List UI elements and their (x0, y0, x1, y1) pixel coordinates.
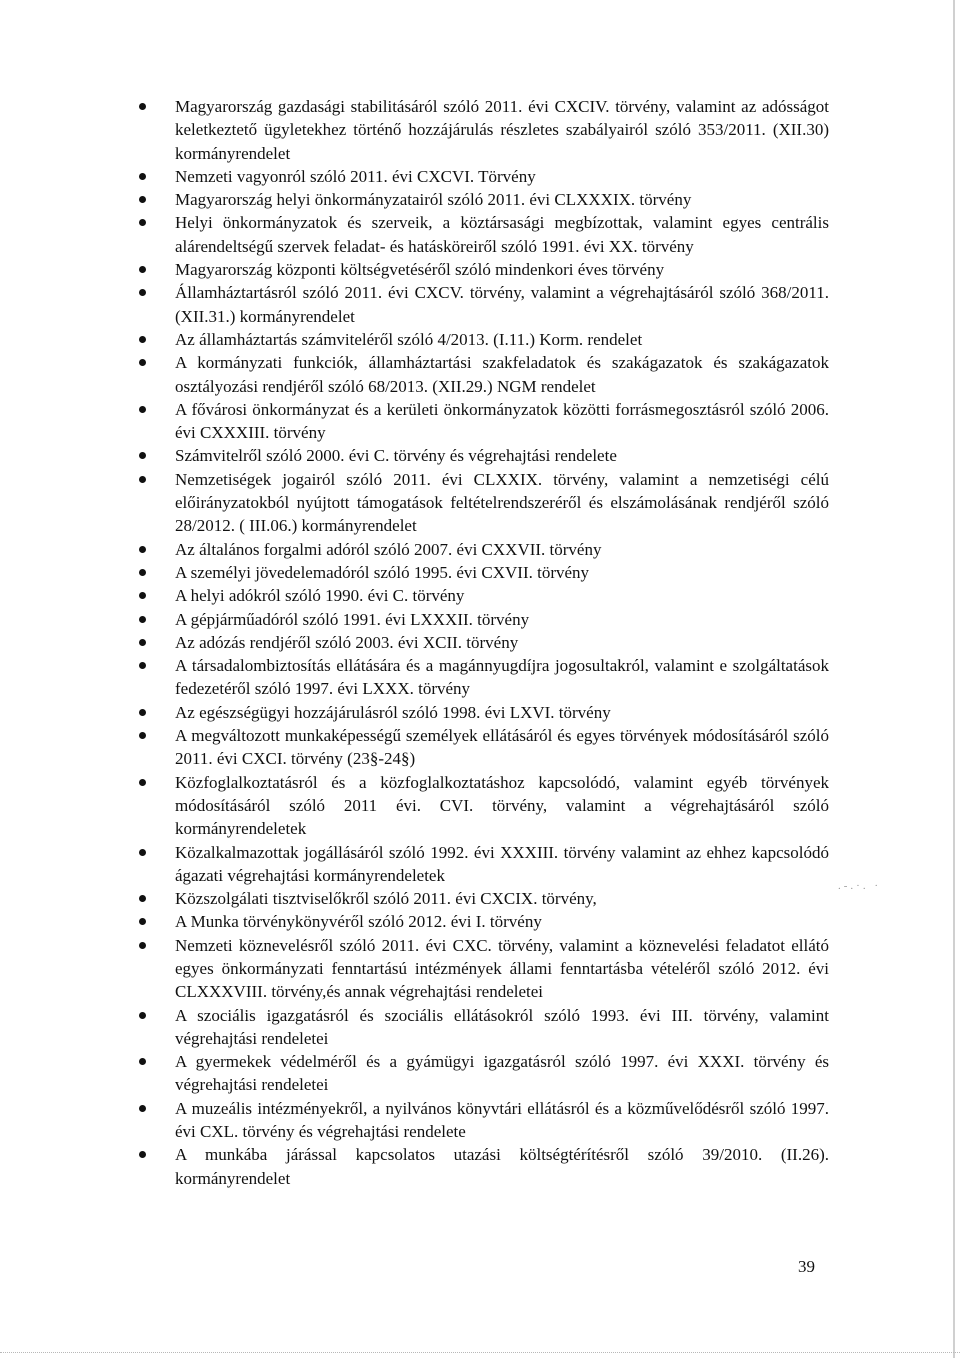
list-item-text: Helyi önkormányzatok és szerveik, a köztársasági megbízottak, valamint egyes centrális alárendeltségű szervek feladat- és hatásköreiről szóló 1991. évi XX. törvény (175, 213, 829, 256)
legislation-list (139, 95, 829, 1190)
list-item (139, 1143, 829, 1190)
page-bottom-edge (0, 1352, 960, 1354)
list-item-text: Magyarország központi költségvetéséről szóló mindenkori éves törvény (175, 260, 665, 280)
list-item (139, 1097, 829, 1144)
list-item-text: A személyi jövedelemadóról szóló 1995. évi CXVII. törvény (175, 562, 590, 582)
list-item (139, 701, 829, 724)
bullet-icon (139, 452, 146, 459)
list-item-text: Számvitelről szóló 2000. évi C. törvény és végrehajtási rendelete (175, 446, 617, 466)
list-item-text: A munkába járással kapcsolatos utazási költségtérítésről szóló 39/2010. (II.26). kormányrendelet (175, 1145, 829, 1188)
bullet-icon (139, 918, 146, 925)
bullet-icon (139, 289, 146, 296)
list-item (139, 1050, 829, 1097)
bullet-icon (139, 1105, 146, 1112)
bullet-icon (139, 942, 146, 949)
bullet-icon (139, 569, 146, 576)
list-item (139, 258, 829, 281)
list-item-text: A fővárosi önkormányzat és a kerületi önkormányzatok közötti forrásmegosztásról szóló 2006. évi CXXXIII. törvény (175, 399, 829, 443)
list-item (139, 444, 829, 467)
list-item-text: Az adózás rendjéről szóló 2003. évi XCII. törvény (175, 632, 519, 652)
list-item-text: Közszolgálati tisztviselőkről szóló 2011. évi CXCIX. törvény, (175, 889, 597, 909)
bullet-icon (139, 662, 146, 669)
list-item (139, 165, 829, 188)
list-item-text: Az államháztartás számviteléről szóló 4/2013. (I.11.) Korm. rendelet (175, 329, 643, 349)
list-item-text: Államháztartásról szóló 2011. évi CXCV. törvény, valamint a végrehajtásáról szóló 368/2011. (XII.31.) kormányrendelet (175, 283, 829, 326)
bullet-icon (139, 336, 146, 343)
list-item (139, 608, 829, 631)
list-item-text: Magyarország gazdasági stabilitásáról szóló 2011. évi CXCIV. törvény, valamint az adósságot keletkeztető ügyletekhez történő hozzájárulás részletes szabályairól szóló 353/2011. (XII.30) kormányrendelet (175, 97, 829, 163)
list-item-text: Nemzetiségek jogairól szóló 2011. évi CLXXIX. törvény, valamint a nemzetiségi célú előirányzatokból nyújtott támogatások feltételrendszeréről és elszámolásának rendjéről szóló 28/2012. ( III.06.) kormányrendelet (175, 469, 829, 536)
list-item (139, 724, 829, 771)
list-item-text: A kormányzati funkciók, államháztartási szakfeladatok és szakágazatok és szakágazatok osztályozási rendjéről szóló 68/2013. (XII.29.) NGM rendelet (175, 353, 829, 396)
list-item (139, 398, 829, 445)
bullet-icon (139, 849, 146, 856)
bullet-icon (139, 476, 146, 483)
list-item (139, 887, 829, 910)
list-item (139, 910, 829, 933)
bullet-icon (139, 359, 146, 366)
list-item-text: Az általános forgalmi adóról szóló 2007. évi CXXVII. törvény (175, 539, 602, 559)
list-item (139, 934, 829, 1004)
list-item (139, 771, 829, 841)
list-item-text: Közalkalmazottak jogállásáról szóló 1992. évi XXXIII. törvény valamint az ehhez kapcsolódó ágazati végrehajtási kormányrendeletek (175, 842, 829, 885)
page-number: 39 (798, 1257, 815, 1276)
list-item (139, 351, 829, 398)
bullet-icon (139, 592, 146, 599)
scan-noise-mark: .-.·. · (838, 880, 881, 892)
bullet-icon (139, 639, 146, 646)
bullet-icon (139, 196, 146, 203)
list-item (139, 1004, 829, 1051)
bullet-icon (139, 406, 146, 413)
list-item (139, 631, 829, 654)
bullet-icon (139, 173, 146, 180)
list-item-text: A szociális igazgatásról és szociális ellátásokról szóló 1993. évi III. törvény, valamint végrehajtási rendeletei (175, 1005, 829, 1048)
list-item-text: Közfoglalkoztatásról és a közfoglalkoztatáshoz kapcsolódó, valamint egyéb törvények módosításáról szóló 2011 évi. CVI. törvény, valamint a végrehajtásáról szóló kormányrendeletek (175, 772, 829, 839)
list-item-text: A gépjárműadóról szóló 1991. évi LXXXII. törvény (175, 609, 530, 629)
list-item-text: Az egészségügyi hozzájárulásról szóló 1998. évi LXVI. törvény (175, 702, 611, 722)
list-item-text: A társadalombiztosítás ellátására és a magánnyugdíjra jogosultakról, valamint e szolgáltatások fedezetéről szóló 1997. évi LXXX. törvény (175, 656, 829, 699)
list-item (139, 211, 829, 258)
list-item-text: A muzeális intézményekről, a nyilvános könyvtári ellátásról és a közművelődésről szóló 1997. évi CXL. törvény és végrehajtási rendelete (175, 1098, 829, 1142)
list-item-text: A megváltozott munkaképességű személyek ellátásáról és egyes törvények módosításáról szóló 2011. évi CXCI. törvény (23§-24§) (175, 726, 829, 769)
bullet-icon (139, 219, 146, 226)
list-item (139, 538, 829, 561)
list-item (139, 468, 829, 538)
list-item-text: Nemzeti köznevelésről szóló 2011. évi CXC. törvény, valamint a köznevelési feladatot ellátó egyes önkormányzati fenntartású intézmények állami fenntartásba vételéről szóló 2012. évi CLXXXVIII. törvény,és annak végrehajtási rendeletei (175, 935, 829, 1002)
list-item (139, 188, 829, 211)
list-item-text: Magyarország helyi önkormányzatairól szóló 2011. évi CLXXXIX. törvény (175, 190, 692, 210)
page-edge-line (953, 0, 955, 1358)
bullet-icon (139, 103, 146, 110)
bullet-icon (139, 616, 146, 623)
list-item (139, 584, 829, 607)
bullet-icon (139, 546, 146, 553)
bullet-icon (139, 779, 146, 786)
list-item (139, 95, 829, 165)
list-item-text: A gyermekek védelméről és a gyámügyi igazgatásról szóló 1997. évi XXXI. törvény és végrehajtási rendeletei (175, 1052, 829, 1095)
bullet-icon (139, 1058, 146, 1065)
bullet-icon (139, 895, 146, 902)
bullet-icon (139, 266, 146, 273)
list-item (139, 561, 829, 584)
list-item (139, 841, 829, 888)
bullet-icon (139, 1012, 146, 1019)
list-item (139, 328, 829, 351)
bullet-icon (139, 709, 146, 716)
list-item (139, 654, 829, 701)
list-item (139, 281, 829, 328)
list-item-text: A helyi adókról szóló 1990. évi C. törvény (175, 586, 465, 606)
list-item-text: A Munka törvénykönyvéről szóló 2012. évi I. törvény (175, 912, 542, 932)
list-item-text: Nemzeti vagyonról szóló 2011. évi CXCVI. Törvény (175, 166, 536, 186)
bullet-icon (139, 1151, 146, 1158)
bullet-icon (139, 732, 146, 739)
